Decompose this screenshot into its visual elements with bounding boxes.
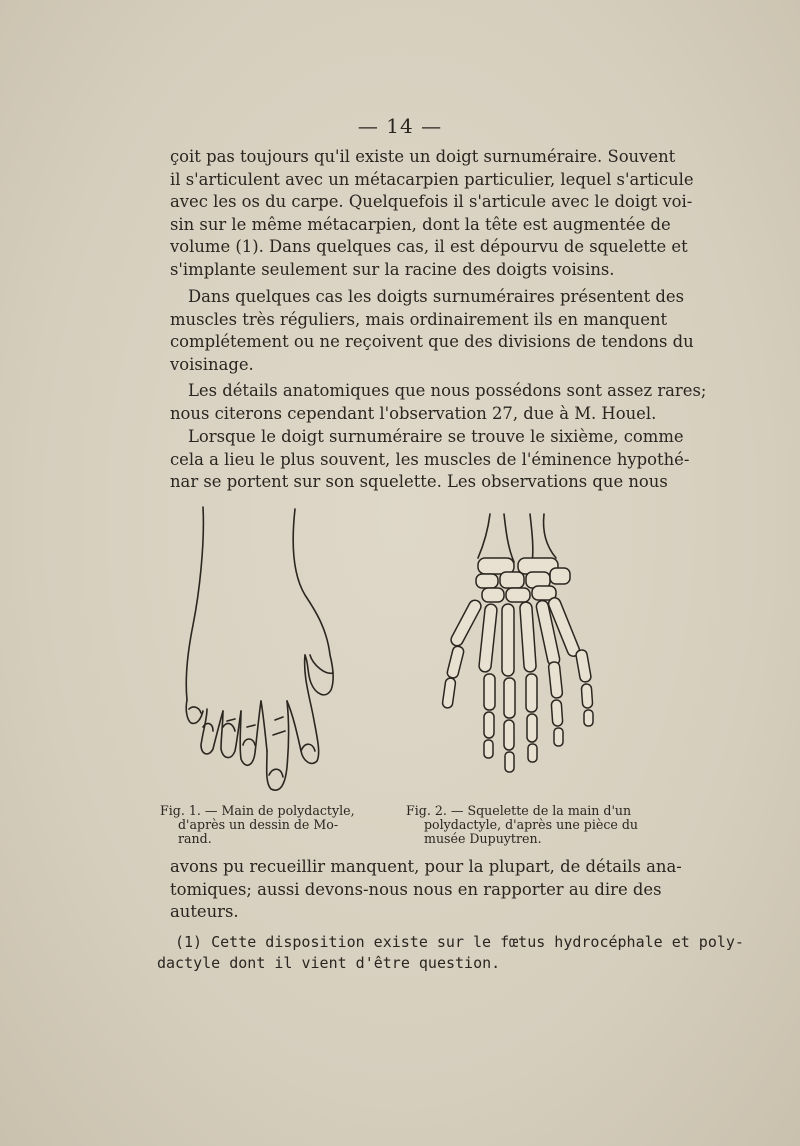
text-line: voisinage. bbox=[170, 354, 254, 374]
caption-line: d'après un dessin de Mo- bbox=[178, 817, 339, 832]
paragraph-4 bbox=[170, 426, 690, 494]
text-line: avec les os du carpe. Quelquefois il s'articule avec le doigt voi- bbox=[170, 192, 693, 212]
figure-1-caption bbox=[160, 804, 355, 846]
paragraph-3 bbox=[170, 380, 707, 425]
text-line: çoit pas toujours qu'il existe un doigt surnuméraire. Souvent bbox=[170, 147, 676, 166]
text-line: volume (1). Dans quelques cas, il est dépourvu de squelette et bbox=[170, 237, 688, 257]
text-line: Lorsque le doigt surnuméraire se trouve le sixième, comme bbox=[188, 427, 684, 446]
footnote-line: dactyle dont il vient d'être question. bbox=[157, 954, 501, 972]
caption-line: Fig. 1. — Main de polydactyle, bbox=[160, 803, 355, 818]
page-number: — 14 — bbox=[357, 114, 443, 138]
caption-line: Fig. 2. — Squelette de la main d'un bbox=[406, 803, 632, 818]
text-line: Dans quelques cas les doigts surnuméraires présentent des bbox=[188, 287, 684, 306]
paragraph-2 bbox=[170, 286, 694, 376]
footnote bbox=[157, 932, 744, 974]
text-line: s'implante seulement sur la racine des doigts voisins. bbox=[170, 259, 615, 279]
hand-skeleton-figure bbox=[438, 510, 613, 795]
paragraph-5 bbox=[170, 856, 682, 924]
figure-2-caption bbox=[406, 804, 638, 846]
caption-line: rand. bbox=[178, 831, 212, 846]
text-line: sin sur le même métacarpien, dont la tête est augmentée de bbox=[170, 214, 671, 234]
text-line: auteurs. bbox=[170, 902, 239, 922]
caption-line: polydactyle, d'après une pièce du bbox=[424, 817, 639, 832]
text-line: tomiques; aussi devons-nous nous en rapporter au dire des bbox=[170, 879, 662, 899]
caption-line: musée Dupuytren. bbox=[424, 831, 542, 846]
text-line: nar se portent sur son squelette. Les observations que nous bbox=[170, 472, 668, 492]
hand-drawing-figure bbox=[175, 505, 350, 795]
text-line: Les détails anatomiques que nous possédons sont assez rares; bbox=[188, 381, 707, 400]
text-line: nous citerons cependant l'observation 27, due à M. Houel. bbox=[170, 403, 657, 423]
text-line: muscles très réguliers, mais ordinairement ils en manquent bbox=[170, 309, 668, 329]
paragraph-1 bbox=[170, 146, 694, 282]
text-line: cela a lieu le plus souvent, les muscles de l'éminence hypothé- bbox=[170, 449, 690, 469]
footnote-line: (1) Cette disposition existe sur le fœtus hydrocéphale et poly- bbox=[175, 933, 744, 951]
text-line: avons pu recueillir manquent, pour la plupart, de détails ana- bbox=[170, 857, 682, 876]
text-line: il s'articulent avec un métacarpien particulier, lequel s'articule bbox=[170, 169, 694, 189]
text-line: complétement ou ne reçoivent que des divisions de tendons du bbox=[170, 332, 694, 352]
